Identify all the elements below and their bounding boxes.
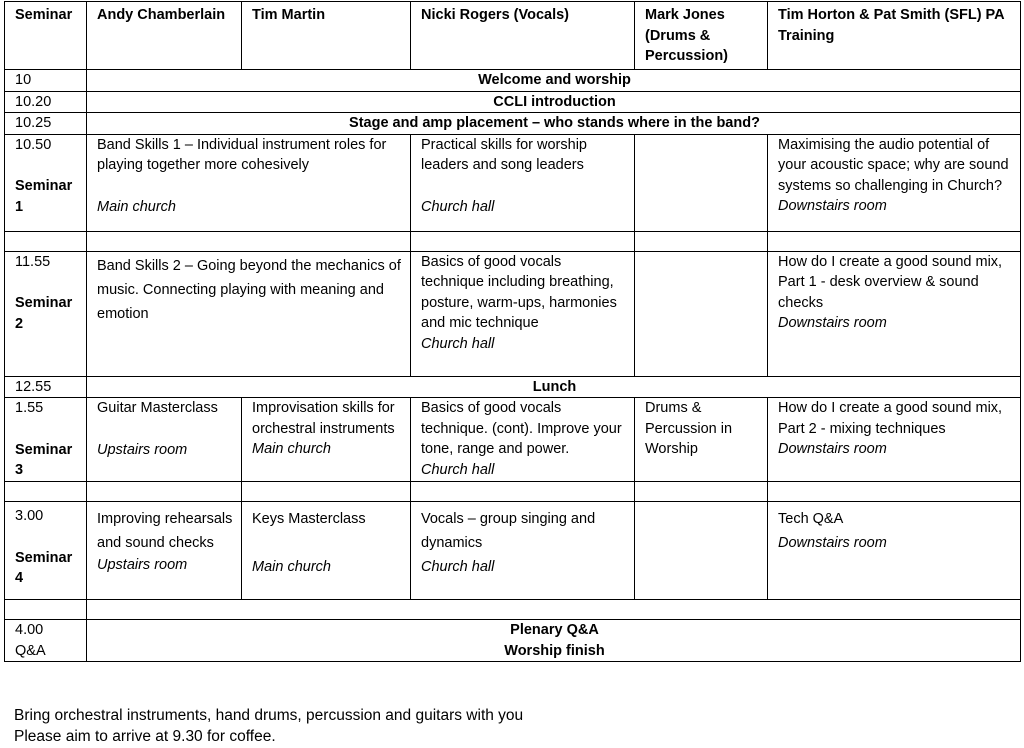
session-text: Band Skills 2 – Going beyond the mechanics of music. Connecting playing with meaning and emotion bbox=[97, 257, 401, 322]
andy-session bbox=[87, 251, 411, 376]
table-row bbox=[5, 620, 1021, 662]
session-text: Improving rehearsals and sound checks bbox=[97, 511, 233, 551]
seminar-label: Seminar bbox=[15, 549, 73, 566]
session-text: Maximising the audio potential of your acoustic space; why are sound systems so challenging in Church? bbox=[778, 136, 1009, 194]
time-value: 1.55 bbox=[15, 400, 44, 416]
andy-session bbox=[87, 398, 242, 482]
nicki-session bbox=[411, 502, 635, 600]
header-mark: Mark Jones (Drums & Percussion) bbox=[635, 2, 768, 70]
header-nicki: Nicki Rogers (Vocals) bbox=[411, 2, 635, 70]
spacer-row bbox=[5, 482, 1021, 502]
header-tim: Tim Martin bbox=[242, 2, 411, 70]
pa-session bbox=[768, 251, 1021, 376]
header-pa: Tim Horton & Pat Smith (SFL) PA Training bbox=[768, 2, 1021, 70]
room-label: Main church bbox=[252, 559, 331, 575]
footer-notes bbox=[14, 705, 523, 747]
time-value: 10.50 bbox=[15, 136, 52, 153]
nicki-session bbox=[411, 251, 635, 376]
room-label: Downstairs room bbox=[778, 441, 887, 457]
nicki-session bbox=[411, 134, 635, 231]
nicki-session bbox=[411, 398, 635, 482]
time-cell: 10.20 bbox=[5, 91, 87, 113]
room-label: Main church bbox=[97, 198, 176, 215]
room-label: Church hall bbox=[421, 461, 495, 478]
room-label: Church hall bbox=[421, 559, 495, 575]
mark-session bbox=[635, 251, 768, 376]
header-andy: Andy Chamberlain bbox=[87, 2, 242, 70]
session-text: Practical skills for worship leaders and song leaders bbox=[421, 136, 587, 173]
room-label: Upstairs room bbox=[97, 557, 188, 573]
seminar-number: 2 bbox=[15, 315, 24, 332]
seminar-number: 3 bbox=[15, 462, 24, 478]
mark-session bbox=[635, 398, 768, 482]
time-cell bbox=[5, 134, 87, 231]
mark-session bbox=[635, 134, 768, 231]
time-cell bbox=[5, 398, 87, 482]
footer-line-2: Please aim to arrive at 9.30 for coffee. bbox=[14, 728, 276, 745]
andy-session bbox=[87, 502, 242, 600]
seminar-row bbox=[5, 398, 1021, 482]
table-row bbox=[5, 113, 1021, 135]
session-text: Guitar Masterclass bbox=[97, 400, 218, 416]
session-text: Band Skills 1 – Individual instrument roles for playing together more cohesively bbox=[97, 136, 387, 173]
pa-session bbox=[768, 134, 1021, 231]
time-cell bbox=[5, 502, 87, 600]
session-text: How do I create a good sound mix, Part 2 - mixing techniques bbox=[778, 400, 1003, 437]
mark-session bbox=[635, 502, 768, 600]
seminar-label: Seminar bbox=[15, 178, 73, 194]
session-title bbox=[87, 620, 1021, 662]
seminar-label: Seminar bbox=[15, 295, 73, 311]
time-cell bbox=[5, 251, 87, 376]
andy-session bbox=[87, 134, 411, 231]
seminar-row bbox=[5, 502, 1021, 600]
seminar-number: 1 bbox=[15, 198, 24, 215]
time-value: 11.55 bbox=[15, 253, 51, 270]
room-label: Main church bbox=[252, 441, 331, 457]
seminar-number: 4 bbox=[15, 570, 24, 586]
session-text: Tech Q&A bbox=[778, 511, 844, 527]
time-value: 3.00 bbox=[15, 508, 44, 524]
pa-session bbox=[768, 398, 1021, 482]
time-value: 4.00 bbox=[15, 622, 44, 638]
session-text: Improvisation skills for orchestral instruments bbox=[252, 400, 395, 437]
session-text: How do I create a good sound mix, Part 1 - desk overview & sound checks bbox=[778, 253, 1003, 311]
seminar-row bbox=[5, 251, 1021, 376]
table-row bbox=[5, 70, 1021, 92]
session-title: CCLI introduction bbox=[87, 91, 1021, 113]
room-label: Church hall bbox=[421, 335, 495, 352]
room-label: Church hall bbox=[421, 198, 495, 215]
time-cell: 10 bbox=[5, 70, 87, 92]
header-seminar: Seminar bbox=[5, 2, 87, 70]
session-title: Stage and amp placement – who stands where in the band? bbox=[87, 113, 1021, 135]
header-row bbox=[5, 2, 1021, 70]
session-text: Keys Masterclass bbox=[252, 511, 366, 527]
plenary-label: Plenary Q&A bbox=[510, 622, 599, 638]
footer-line-1: Bring orchestral instruments, hand drums, percussion and guitars with you bbox=[14, 707, 524, 724]
session-title: Lunch bbox=[87, 376, 1021, 398]
seminar-row bbox=[5, 134, 1021, 231]
tim-session bbox=[242, 502, 411, 600]
time-value-2: Q&A bbox=[15, 642, 46, 659]
room-label: Upstairs room bbox=[97, 441, 188, 458]
seminar-label: Seminar bbox=[15, 441, 73, 458]
spacer-row bbox=[5, 231, 1021, 251]
table-row bbox=[5, 91, 1021, 113]
tim-session bbox=[242, 398, 411, 482]
schedule-table bbox=[4, 1, 1021, 662]
spacer-row bbox=[5, 600, 1021, 620]
session-text: Drums & Percussion in Worship bbox=[645, 400, 733, 457]
room-label: Downstairs room bbox=[778, 315, 887, 331]
session-text: Basics of good vocals technique including breathing, posture, warm-ups, harmonies and mic technique bbox=[421, 253, 617, 331]
finish-label: Worship finish bbox=[504, 642, 605, 659]
session-text: Basics of good vocals technique. (cont). Improve your tone, range and power. bbox=[421, 400, 622, 457]
room-label: Downstairs room bbox=[778, 198, 887, 214]
time-cell: 12.55 bbox=[5, 376, 87, 398]
session-title: Welcome and worship bbox=[87, 70, 1021, 92]
room-label: Downstairs room bbox=[778, 535, 887, 551]
time-cell bbox=[5, 620, 87, 662]
session-text: Vocals – group singing and dynamics bbox=[421, 511, 596, 551]
time-cell: 10.25 bbox=[5, 113, 87, 135]
table-row bbox=[5, 376, 1021, 398]
pa-session bbox=[768, 502, 1021, 600]
